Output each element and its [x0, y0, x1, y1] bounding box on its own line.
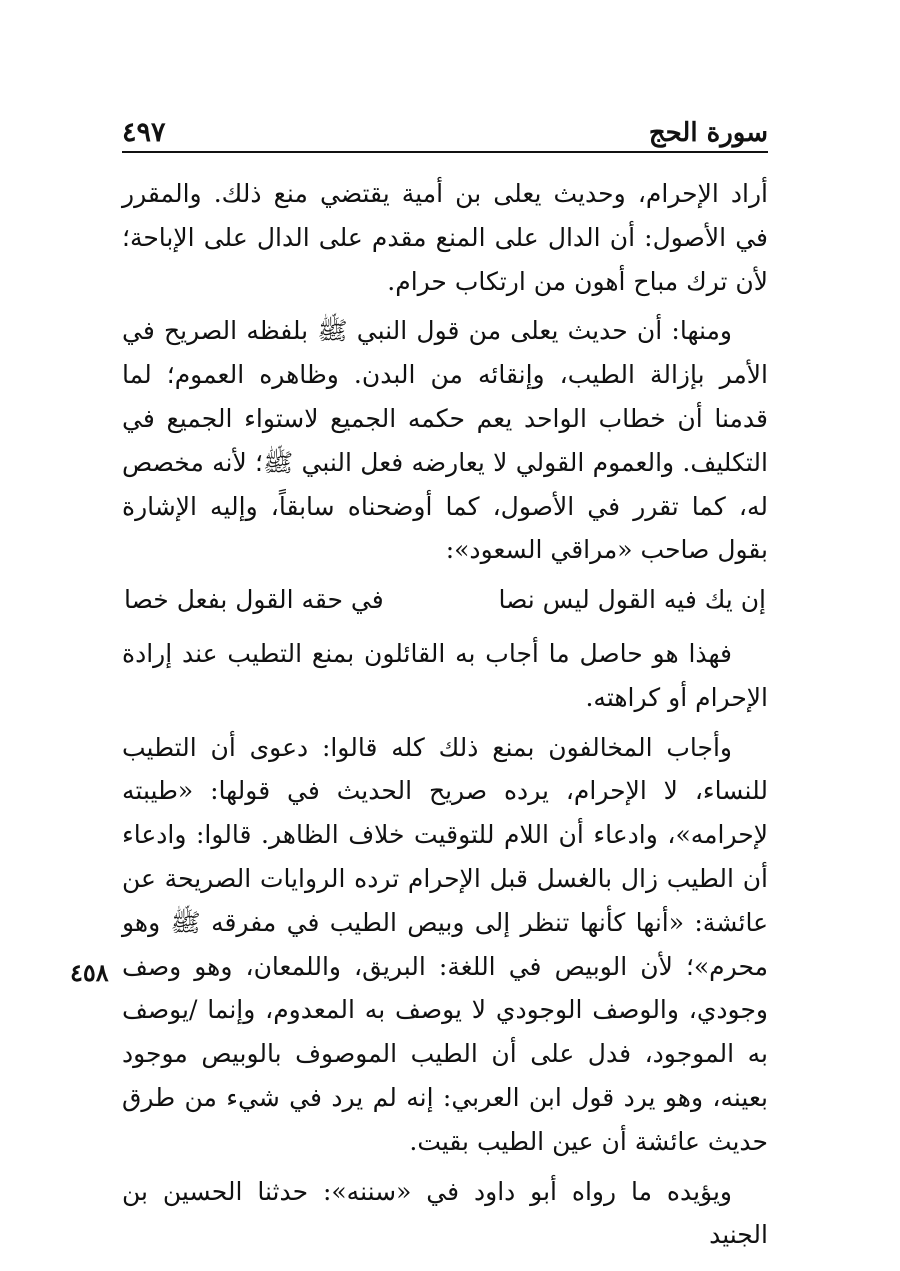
page-header	[122, 108, 768, 148]
verse-line	[122, 578, 768, 622]
paragraph-4: وأجاب المخالفون بمنع ذلك كله قالوا: دعوى أن التطيب للنساء، لا الإحرام، يرده صريح الحديث في قولها: «طيبته لإحرامه»، وادعاء أن اللام للتوقيت خلاف الظاهر. قالوا: وادعاء أن الطيب زال بالغسل قبل الإحرام ترده الروايات الصريحة عن عائشة: «أنها كأنها تنظر إلى وبيص الطيب في مفرقه ﷺ وهو محرم»؛ لأن الوبيص في اللغة: البريق، واللمعان، وهو وصف وجودي، والوصف الوجودي لا يوصف به المعدوم، وإنما /يوصف به الموجود، فدل على أن الطيب الموصوف بالوبيص موجود بعينه، وهو يرد قول ابن العربي: إنه لم يرد في شيء من طرق حديث عائشة أن عين الطيب بقيت.	[122, 732, 768, 1156]
page-number: ٤٩٧	[122, 117, 166, 148]
verse-second-hemistich: في حقه القول بفعل خصا	[124, 585, 384, 615]
margin-page-number: ٤٥٨	[70, 958, 109, 987]
paragraph-3: فهذا هو حاصل ما أجاب به القائلون بمنع التطيب عند إرادة الإحرام أو كراهته.	[122, 638, 768, 712]
paragraph-5: ويؤيده ما رواه أبو داود في «سننه»: حدثنا الحسين بن الجنيد	[122, 1176, 768, 1250]
page-body	[122, 172, 768, 1263]
verse-first-hemistich: إن يك فيه القول ليس نصا	[498, 585, 766, 615]
header-rule	[122, 151, 768, 153]
paragraph-1: أراد الإحرام، وحديث يعلى بن أمية يقتضي منع ذلك. والمقرر في الأصول: أن الدال على المنع مقدم على الدال على الإباحة؛ لأن ترك مباح أهون من ارتكاب حرام.	[122, 179, 768, 296]
paragraph-2: ومنها: أن حديث يعلى من قول النبي ﷺ بلفظه الصريح في الأمر بإزالة الطيب، وإنقائه من البدن. وظاهره العموم؛ لما قدمنا أن خطاب الواحد يعم حكمه الجميع لاستواء الجميع في التكليف. والعموم القولي لا يعارضه فعل النبي ﷺ؛ لأنه مخصص له، كما تقرر في الأصول، كما أوضحناه سابقاً، وإليه الإشارة بقول صاحب «مراقي السعود»:	[122, 316, 769, 565]
running-title: سورة الحج	[648, 118, 768, 148]
